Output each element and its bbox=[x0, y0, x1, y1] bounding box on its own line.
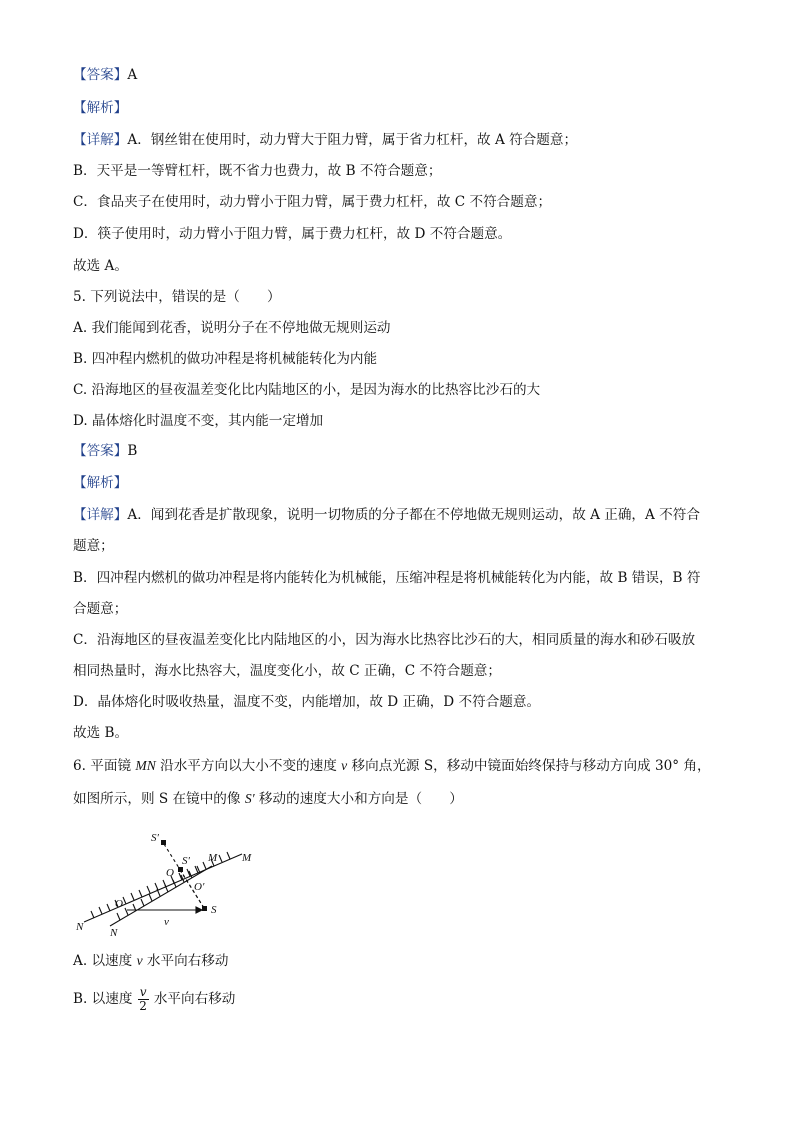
option-text: 水平向右移动 bbox=[142, 953, 229, 969]
q5-detail-2b: 合题意； bbox=[73, 601, 128, 617]
q4-detail-3: C．食品夹子在使用时，动力臂小于阻力臂，属于费力杠杆，故 C 不符合题意； bbox=[73, 194, 552, 210]
var-s-prime: S′ bbox=[244, 791, 255, 806]
stem-text: 如图所示，则 S 在镜中的像 bbox=[73, 791, 245, 807]
q5-detail-1b: 题意； bbox=[73, 538, 114, 554]
label-s-prime-top: S′ bbox=[151, 832, 159, 844]
label-s-prime-mid: S′ bbox=[182, 855, 190, 867]
arrow-head-icon bbox=[196, 907, 202, 913]
q5-detail-3b: 相同热量时，海水比热容大，温度变化小，故 C 正确，C 不符合题意； bbox=[73, 663, 501, 679]
answer-value: A bbox=[127, 67, 138, 83]
analysis-tag: 【解析】 bbox=[73, 100, 128, 116]
q5-detail-3a: C．沿海地区的昼夜温差变化比内陆地区的小，因为海水比热容比沙石的大，相同质量的海水和砂石吸放 bbox=[73, 632, 696, 648]
fraction-denominator: 2 bbox=[139, 999, 147, 1013]
q5-option-d: D. 晶体熔化时温度不变，其内能一定增加 bbox=[73, 413, 324, 429]
q4-detail-4: D．筷子使用时，动力臂小于阻力臂，属于费力杠杆，故 D 不符合题意。 bbox=[73, 226, 512, 242]
q5-option-a: A. 我们能闻到花香，说明分子在不停地做无规则运动 bbox=[73, 320, 391, 336]
stem-text: 沿水平方向以大小不变的速度 bbox=[155, 758, 342, 774]
q5-detail-4: D．晶体熔化时吸收热量，温度不变，内能增加，故 D 正确，D 不符合题意。 bbox=[73, 694, 541, 710]
q5-detail-2a: B．四冲程内燃机的做功冲程是将内能转化为机械能，压缩冲程是将机械能转化为内能，故 B 错误，B 符 bbox=[73, 570, 701, 586]
label-o-prime: O′ bbox=[194, 881, 205, 893]
s-point bbox=[202, 906, 207, 911]
q5-analysis-line bbox=[73, 473, 127, 493]
q4-detail-2: B．天平是一等臂杠杆，既不省力也费力，故 B 不符合题意； bbox=[73, 163, 442, 179]
option-text: A. 以速度 bbox=[73, 953, 137, 969]
detail-tag: 【详解】 bbox=[73, 132, 128, 148]
q5-option-b: B. 四冲程内燃机的做功冲程是将机械能转化为内能 bbox=[73, 351, 378, 367]
detail-text: A．闻到花香是扩散现象，说明一切物质的分子都在不停地做无规则运动，故 A 正确，A 不符合 bbox=[127, 507, 700, 523]
option-text: B. 以速度 bbox=[73, 991, 137, 1007]
q4-conclusion: 故选 A。 bbox=[73, 258, 128, 274]
q5-detail-1a bbox=[73, 505, 700, 525]
fraction-numerator: v bbox=[139, 985, 147, 999]
mirror-hatching-inner bbox=[117, 866, 200, 920]
q4-detail-1 bbox=[73, 130, 577, 150]
stem-text: 6. 平面镜 bbox=[73, 758, 136, 774]
mirror-line-outer bbox=[84, 854, 242, 922]
label-s: S bbox=[211, 904, 217, 916]
label-o-lower: O bbox=[115, 898, 123, 910]
q4-analysis-line bbox=[73, 98, 127, 118]
label-n-outer: N bbox=[76, 921, 84, 933]
stem-text: 移向点光源 S，移动中镜面始终保持与移动方向成 30° 角， bbox=[347, 758, 711, 774]
label-n-inner: N bbox=[110, 927, 118, 938]
label-o-upper: O bbox=[166, 867, 174, 879]
q6-stem-line1 bbox=[73, 756, 711, 776]
s-prime-mid-point bbox=[178, 867, 183, 872]
var-v: v bbox=[136, 953, 143, 968]
label-m-outer: M bbox=[242, 852, 252, 864]
q4-answer-line bbox=[73, 65, 137, 85]
label-m-inner: M bbox=[208, 852, 218, 864]
detail-tag: 【详解】 bbox=[73, 507, 128, 523]
detail-text: A．钢丝钳在使用时，动力臂大于阻力臂，属于省力杠杆，故 A 符合题意； bbox=[127, 132, 578, 148]
s-prime-top-point bbox=[161, 840, 166, 845]
label-v: v bbox=[164, 916, 169, 928]
analysis-tag: 【解析】 bbox=[73, 475, 128, 491]
q6-option-a bbox=[73, 951, 229, 971]
q5-conclusion: 故选 B。 bbox=[73, 725, 129, 741]
option-text: 水平向右移动 bbox=[149, 991, 236, 1007]
mirror-diagram bbox=[72, 826, 272, 938]
q5-option-c: C. 沿海地区的昼夜温差变化比内陆地区的小，是因为海水的比热容比沙石的大 bbox=[73, 382, 541, 398]
q5-answer-line bbox=[73, 441, 137, 461]
answer-value: B bbox=[127, 443, 138, 459]
q5-stem: 5. 下列说法中，错误的是（ ） bbox=[73, 289, 281, 305]
stem-text: 移动的速度大小和方向是（ ） bbox=[254, 791, 463, 807]
var-v: v bbox=[341, 758, 348, 773]
answer-tag: 【答案】 bbox=[73, 67, 128, 83]
q6-option-b bbox=[73, 986, 235, 1013]
fraction-v-over-2 bbox=[138, 986, 149, 1013]
var-mn: MN bbox=[135, 758, 156, 773]
answer-tag: 【答案】 bbox=[73, 443, 128, 459]
q6-stem-line2 bbox=[73, 789, 463, 809]
